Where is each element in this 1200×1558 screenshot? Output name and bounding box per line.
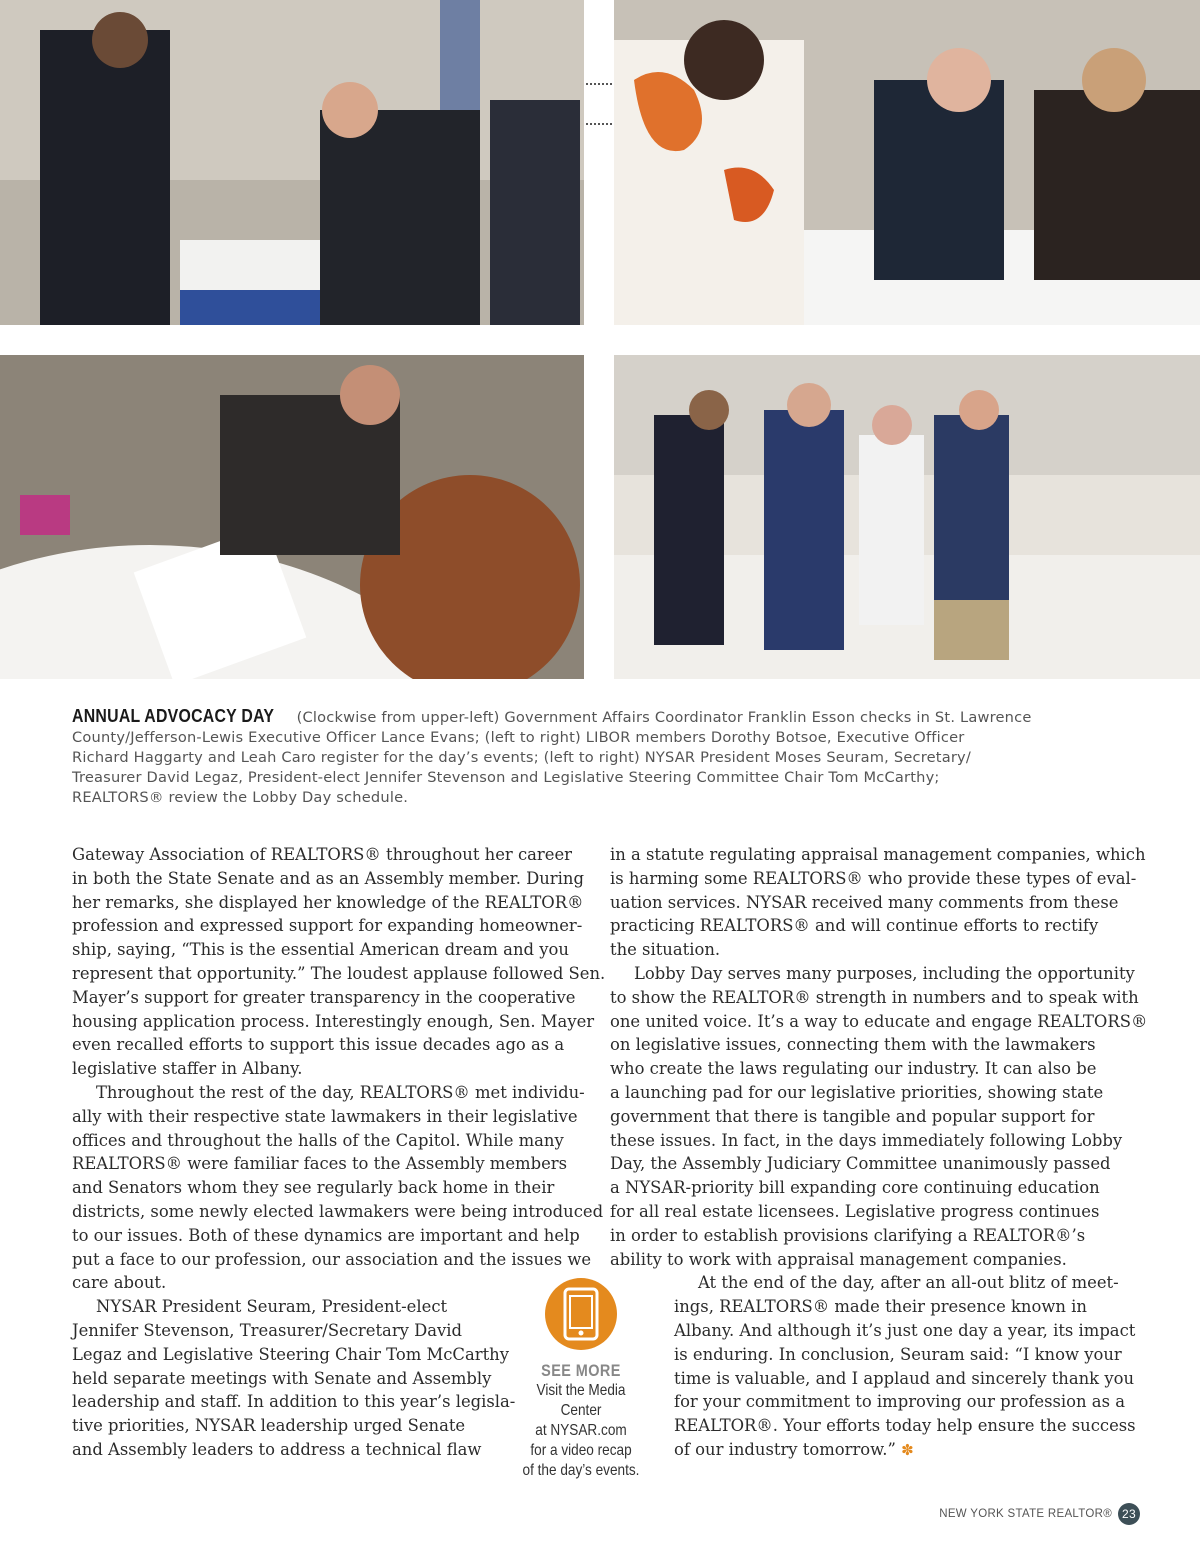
paragraph: NYSAR President Seuram, President-elect Jennifer Stevenson, Treasurer/Secretary David Legaz and Legislative Steering Chair Tom McCarthy held separate meetings with Senate and Assembly leadership and staff. In addition to this year’s legisla- tive priorities, NYSAR leadership urged Senate and Assembly leaders to address a technical flaw bbox=[72, 1297, 516, 1459]
photo-leadership-walking bbox=[614, 355, 1200, 679]
smartphone-icon bbox=[545, 1278, 617, 1350]
divider-dots bbox=[586, 123, 612, 125]
media-center-callout[interactable] bbox=[508, 1278, 654, 1481]
photo-schedule-review bbox=[0, 355, 584, 679]
end-mark-icon: ✽ bbox=[901, 1440, 914, 1459]
media-line: of the day’s events. bbox=[522, 1462, 640, 1479]
caption-heading: ANNUAL ADVOCACY DAY bbox=[72, 706, 275, 726]
photo-caption bbox=[72, 706, 1132, 808]
paragraph: Throughout the rest of the day, REALTORS® met individu- ally with their respective state lawmakers in their legislative offices and throughout the halls of the Capitol. While many REALTORS® were familiar faces to the Assembly members and Senators whom they see regularly back home in their districts, some newly elected lawmakers were being introduced to our issues. Both of these dynamics are important and help put a face to our profession, our association and the issues we care about. bbox=[72, 1082, 604, 1293]
media-line: Visit the Media Center bbox=[536, 1382, 626, 1419]
see-more-title: SEE MORE bbox=[541, 1361, 621, 1380]
photo-registration bbox=[614, 0, 1200, 325]
publication-name: NEW YORK STATE REALTOR® bbox=[939, 1508, 1112, 1520]
page-footer bbox=[939, 1503, 1140, 1525]
page-number: 23 bbox=[1118, 1503, 1140, 1525]
media-link[interactable]: at NYSAR.com bbox=[535, 1422, 627, 1439]
photo-check-in bbox=[0, 0, 584, 325]
media-line: for a video recap bbox=[530, 1442, 632, 1459]
paragraph: Gateway Association of REALTORS® throughout her career in both the State Senate and as an Assembly member. During her remarks, she displayed her knowledge of the REALTOR® profession and expressed support for expanding homeowner- ship, saying, “This is the essential American dream and you represent that opportunity.” The loudest applause followed Sen. Mayer’s support for greater transparency in the cooperative housing application process. Interestingly enough, Sen. Mayer even recalled efforts to support this issue decades ago as a legislative staffer in Albany. bbox=[72, 845, 606, 1079]
paragraph: in a statute regulating appraisal management companies, which is harming some REALTORS® who provide these types of eval- uation services. NYSAR received many comments from these practicing REALTORS® and will continue efforts to rectify the situation. bbox=[610, 845, 1146, 960]
caption-text: (Clockwise from upper-left) Government Affairs Coordinator Franklin Esson checks in St. Lawrence County/Jefferson-Lewis Executive Officer Lance Evans; (left to right) LIBOR members Dorothy Botsoe, Executive Officer Richard Haggarty and Leah Caro register for the day’s events; (left to right) NYSAR President Moses Seuram, Secretary/ Treasurer David Legaz, President-elect Jennifer Stevenson and Legislative Steering Committee Chair Tom McCarthy; REALTORS® review the Lobby Day schedule. bbox=[72, 709, 1032, 806]
paragraph: Lobby Day serves many purposes, including the opportunity to show the REALTOR® strength in numbers and to speak with one united voice. It’s a way to educate and engage REALTORS® on legislative issues, connecting them with the lawmakers who create the laws regulating our industry. It can also be a launching pad for our legislative priorities, showing state government that there is tangible and popular support for these issues. In fact, in the days immediately following Lobby Day, the Assembly Judiciary Committee unanimously passed a NYSAR-priority bill expanding core continuing education for all real estate licensees. Legislative progress continues in order to establish provisions clarifying a REALTOR®’s ability to work with appraisal management companies. bbox=[610, 963, 1148, 1269]
article-column-right bbox=[610, 843, 1148, 1463]
paragraph: At the end of the day, after an all-out blitz of meet- ings, REALTORS® made their presence known in Albany. And although it’s just one day a year, its impact is enduring. In conclusion, Seuram said: “I know your time is valuable, and I applaud and sincerely thank you for your commitment to improving our profession as a REALTOR®. Your efforts today help ensure the success of our industry tomorrow.” ✽ bbox=[674, 1273, 1136, 1459]
divider-dots bbox=[586, 83, 612, 85]
